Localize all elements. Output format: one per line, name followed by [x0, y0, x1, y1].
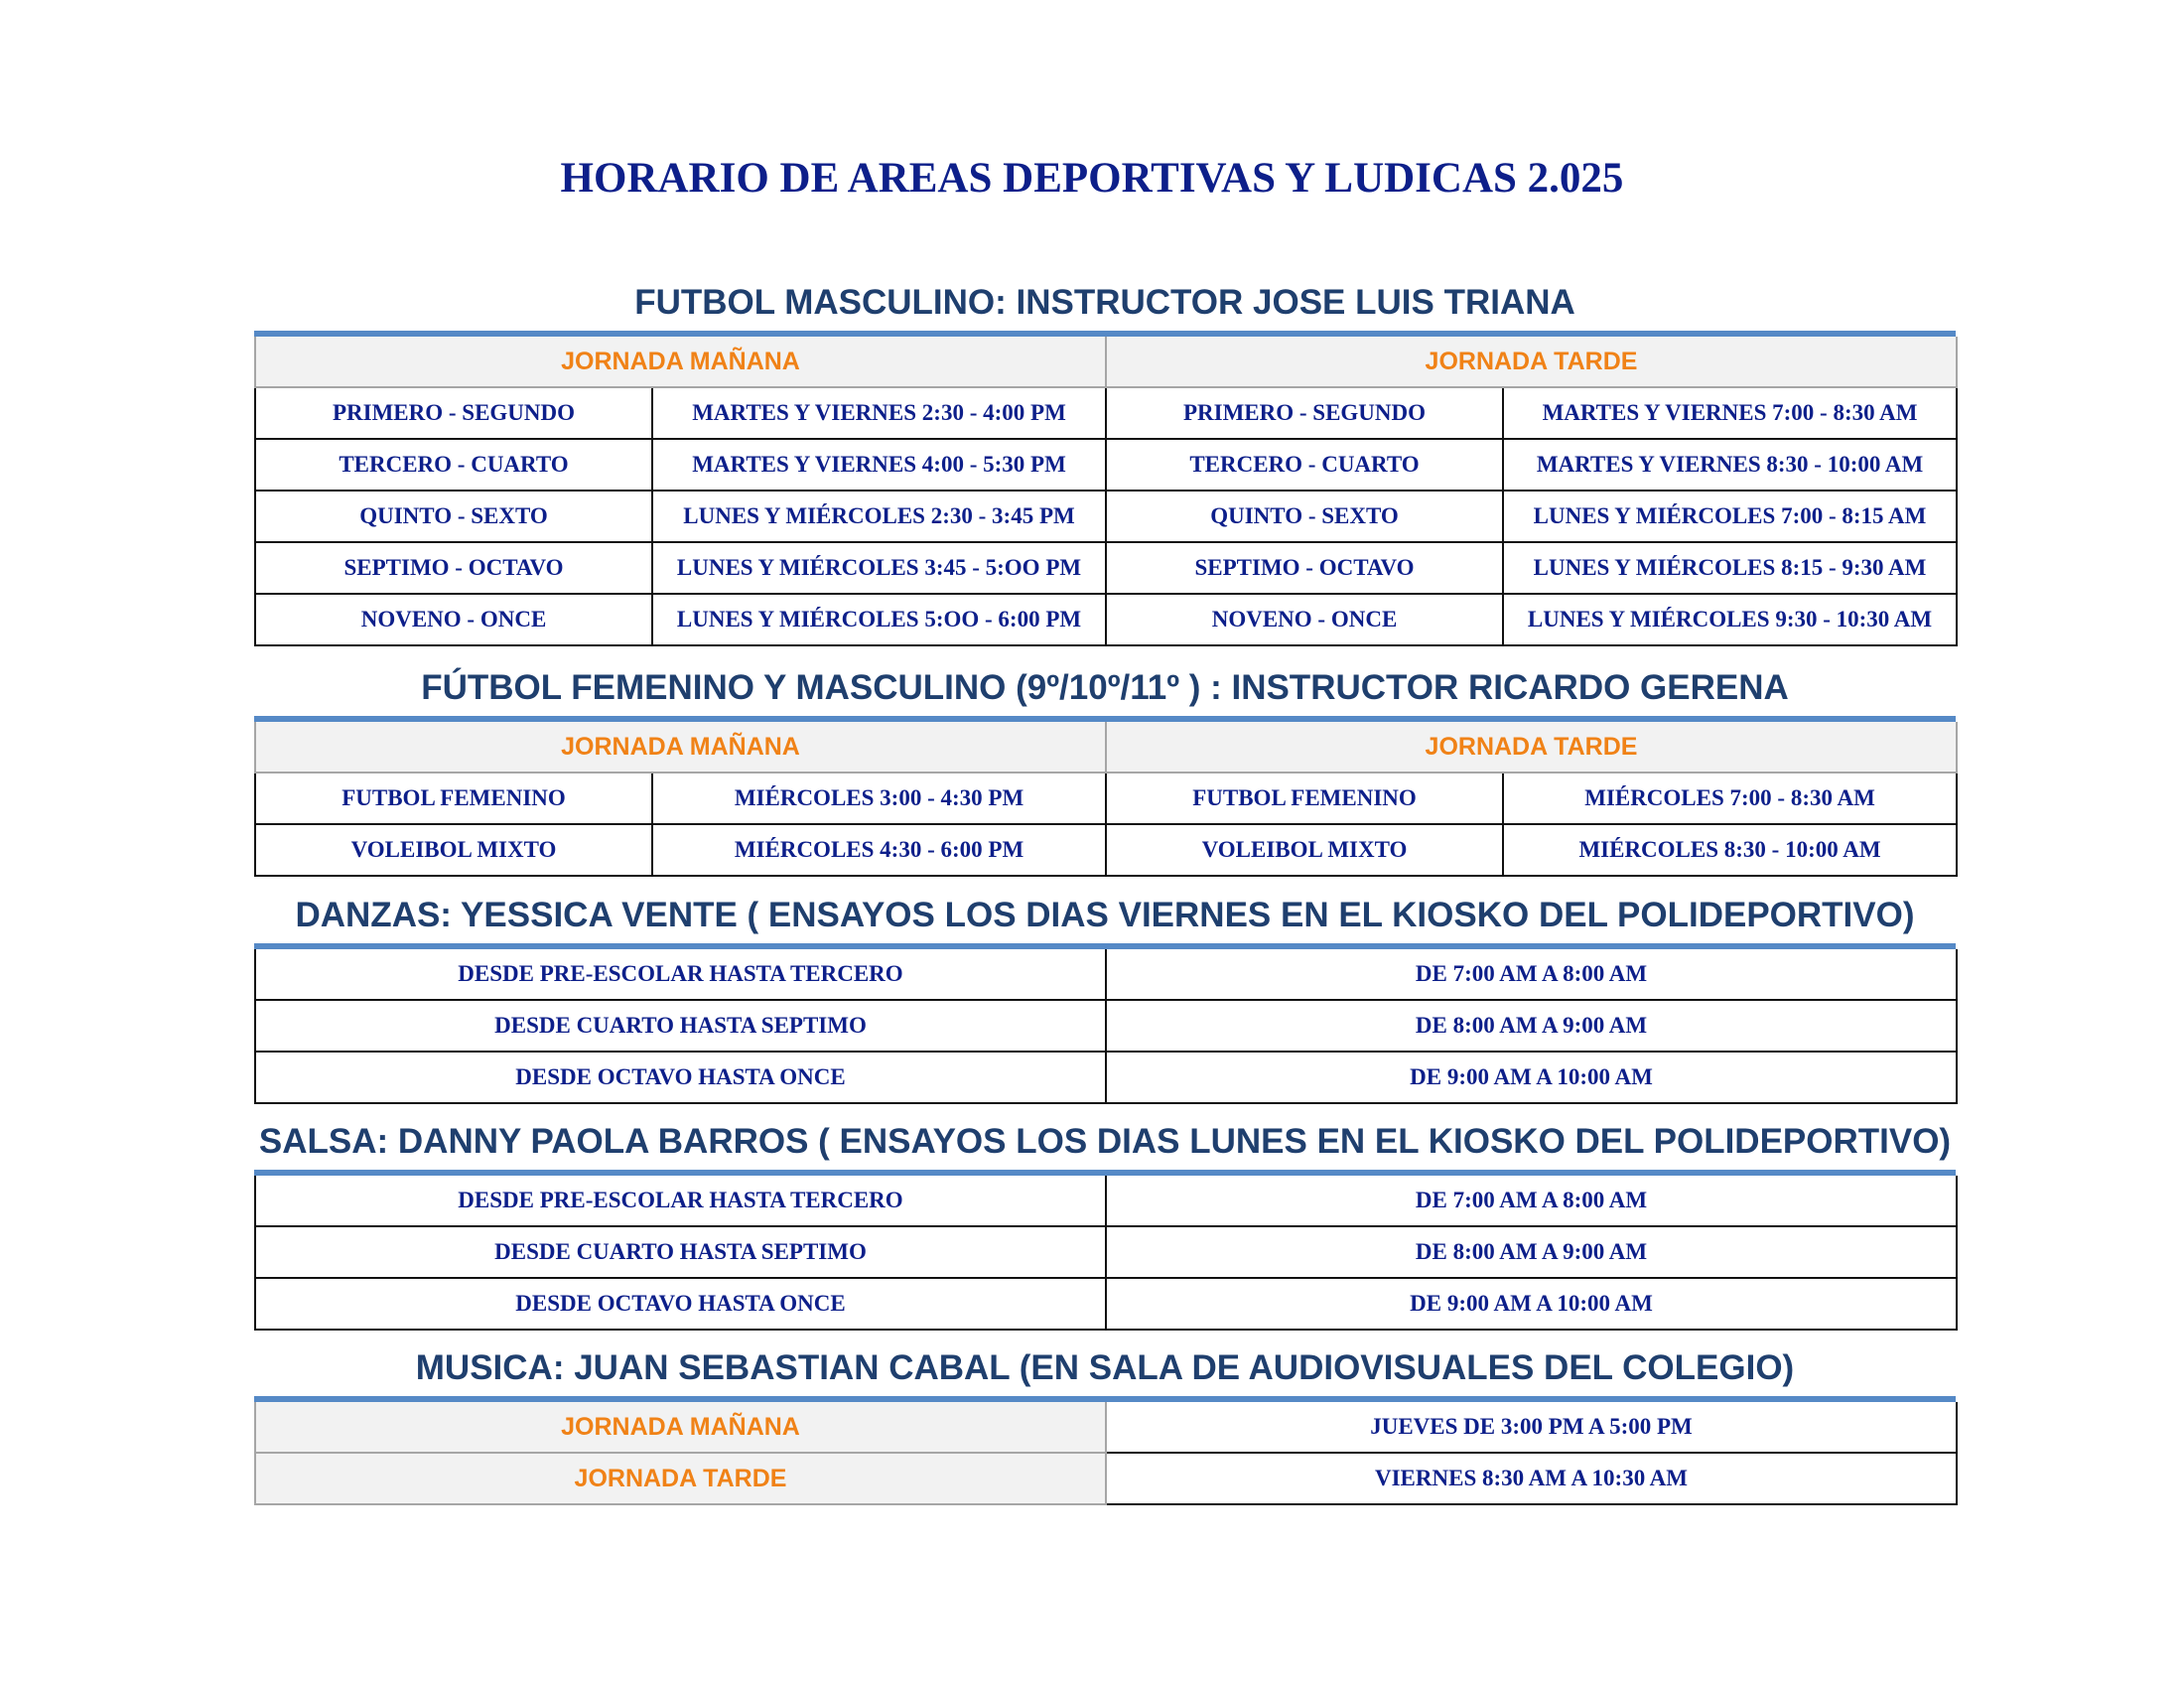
group-cell: SEPTIMO - OCTAVO [1106, 542, 1503, 594]
time-cell: LUNES Y MIÉRCOLES 3:45 - 5:OO PM [652, 542, 1106, 594]
table-row [255, 542, 1957, 594]
table-row [255, 1402, 1957, 1453]
time-cell: MIÉRCOLES 8:30 - 10:00 AM [1503, 824, 1957, 876]
group-cell: TERCERO - CUARTO [1106, 439, 1503, 491]
table-row [255, 387, 1957, 439]
danzas-heading: DANZAS: YESSICA VENTE ( ENSAYOS LOS DIAS VIERNES EN EL KIOSKO DEL POLIDEPORTIVO) [295, 896, 1915, 934]
jornada-tarde-header: JORNADA TARDE [1106, 337, 1957, 387]
table-header-row [255, 722, 1957, 773]
group-cell: FUTBOL FEMENINO [255, 773, 652, 824]
table-row [255, 1000, 1957, 1052]
group-cell: DESDE PRE-ESCOLAR HASTA TERCERO [255, 949, 1106, 1000]
time-cell: DE 8:00 AM A 9:00 AM [1106, 1226, 1957, 1278]
time-cell: LUNES Y MIÉRCOLES 9:30 - 10:30 AM [1503, 594, 1957, 645]
time-cell: MARTES Y VIERNES 4:00 - 5:30 PM [652, 439, 1106, 491]
jornada-manana-header: JORNADA MAÑANA [255, 722, 1106, 773]
time-cell: LUNES Y MIÉRCOLES 7:00 - 8:15 AM [1503, 491, 1957, 542]
table-row [255, 824, 1957, 876]
jornada-tarde-label: JORNADA TARDE [255, 1453, 1106, 1504]
group-cell: DESDE OCTAVO HASTA ONCE [255, 1052, 1106, 1103]
time-cell: DE 9:00 AM A 10:00 AM [1106, 1052, 1957, 1103]
group-cell: DESDE CUARTO HASTA SEPTIMO [255, 1000, 1106, 1052]
time-cell: LUNES Y MIÉRCOLES 5:OO - 6:00 PM [652, 594, 1106, 645]
group-cell: TERCERO - CUARTO [255, 439, 652, 491]
group-cell: NOVENO - ONCE [1106, 594, 1503, 645]
time-cell: MIÉRCOLES 3:00 - 4:30 PM [652, 773, 1106, 824]
time-cell: DE 7:00 AM A 8:00 AM [1106, 949, 1957, 1000]
group-cell: PRIMERO - SEGUNDO [255, 387, 652, 439]
table-row [255, 439, 1957, 491]
group-cell: FUTBOL FEMENINO [1106, 773, 1503, 824]
salsa-table [254, 1176, 1958, 1331]
futbol-mixto-heading: FÚTBOL FEMENINO Y MASCULINO (9º/10º/11º ) : INSTRUCTOR RICARDO GERENA [421, 668, 1789, 707]
group-cell: VOLEIBOL MIXTO [255, 824, 652, 876]
group-cell: DESDE CUARTO HASTA SEPTIMO [255, 1226, 1106, 1278]
time-cell: LUNES Y MIÉRCOLES 8:15 - 9:30 AM [1503, 542, 1957, 594]
futbol-masculino-table [254, 337, 1958, 646]
group-cell: DESDE OCTAVO HASTA ONCE [255, 1278, 1106, 1330]
group-cell: PRIMERO - SEGUNDO [1106, 387, 1503, 439]
table-row [255, 773, 1957, 824]
table-row [255, 491, 1957, 542]
group-cell: QUINTO - SEXTO [1106, 491, 1503, 542]
group-cell: SEPTIMO - OCTAVO [255, 542, 652, 594]
time-cell: MIÉRCOLES 7:00 - 8:30 AM [1503, 773, 1957, 824]
group-cell: NOVENO - ONCE [255, 594, 652, 645]
table-header-row [255, 337, 1957, 387]
time-cell: VIERNES 8:30 AM A 10:30 AM [1106, 1453, 1957, 1504]
table-row [255, 1176, 1957, 1226]
musica-table [254, 1402, 1958, 1505]
group-cell: VOLEIBOL MIXTO [1106, 824, 1503, 876]
page-title: HORARIO DE AREAS DEPORTIVAS Y LUDICAS 2.025 [560, 155, 1624, 202]
time-cell: MARTES Y VIERNES 2:30 - 4:00 PM [652, 387, 1106, 439]
salsa-heading: SALSA: DANNY PAOLA BARROS ( ENSAYOS LOS DIAS LUNES EN EL KIOSKO DEL POLIDEPORTIVO) [258, 1122, 1952, 1161]
table-row [255, 949, 1957, 1000]
time-cell: DE 9:00 AM A 10:00 AM [1106, 1278, 1957, 1330]
table-row [255, 1052, 1957, 1103]
table-row [255, 594, 1957, 645]
table-row [255, 1226, 1957, 1278]
futbol-masculino-heading: FUTBOL MASCULINO: INSTRUCTOR JOSE LUIS TRIANA [634, 283, 1575, 322]
musica-heading: MUSICA: JUAN SEBASTIAN CABAL (EN SALA DE AUDIOVISUALES DEL COLEGIO) [415, 1348, 1795, 1387]
jornada-manana-label: JORNADA MAÑANA [255, 1402, 1106, 1453]
time-cell: MARTES Y VIERNES 8:30 - 10:00 AM [1503, 439, 1957, 491]
time-cell: LUNES Y MIÉRCOLES 2:30 - 3:45 PM [652, 491, 1106, 542]
futbol-mixto-table [254, 722, 1958, 877]
time-cell: DE 7:00 AM A 8:00 AM [1106, 1176, 1957, 1226]
jornada-manana-header: JORNADA MAÑANA [255, 337, 1106, 387]
time-cell: DE 8:00 AM A 9:00 AM [1106, 1000, 1957, 1052]
table-row [255, 1453, 1957, 1504]
time-cell: MIÉRCOLES 4:30 - 6:00 PM [652, 824, 1106, 876]
jornada-tarde-header: JORNADA TARDE [1106, 722, 1957, 773]
time-cell: JUEVES DE 3:00 PM A 5:00 PM [1106, 1402, 1957, 1453]
table-row [255, 1278, 1957, 1330]
group-cell: QUINTO - SEXTO [255, 491, 652, 542]
group-cell: DESDE PRE-ESCOLAR HASTA TERCERO [255, 1176, 1106, 1226]
time-cell: MARTES Y VIERNES 7:00 - 8:30 AM [1503, 387, 1957, 439]
danzas-table [254, 949, 1958, 1104]
